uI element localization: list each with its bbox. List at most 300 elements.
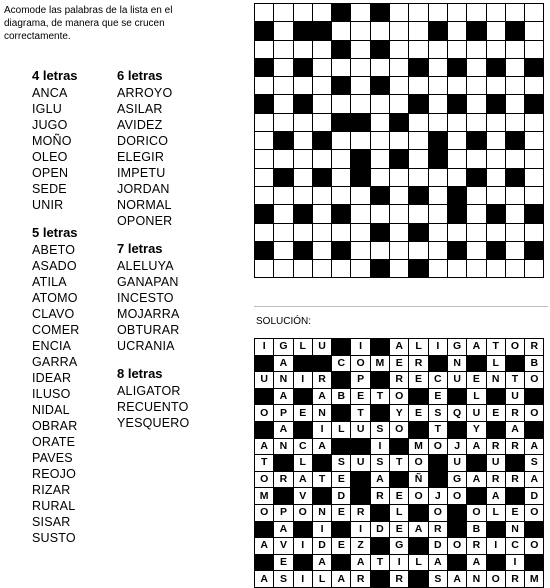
letter-cell: A <box>255 538 274 555</box>
empty-cell[interactable] <box>332 58 351 76</box>
empty-cell[interactable] <box>428 186 447 204</box>
letter-cell: U <box>505 388 524 405</box>
letter-cell: R <box>486 438 505 455</box>
black-cell <box>293 355 312 372</box>
word-item: OBRAR <box>32 419 78 433</box>
solution-grid <box>254 338 544 588</box>
empty-cell[interactable] <box>409 168 428 186</box>
empty-cell[interactable] <box>351 40 370 58</box>
empty-cell[interactable] <box>390 168 409 186</box>
letter-cell: O <box>293 504 312 521</box>
letter-cell: S <box>370 421 389 438</box>
empty-cell[interactable] <box>409 113 428 131</box>
black-cell <box>505 355 524 372</box>
empty-cell[interactable] <box>486 168 505 186</box>
empty-cell[interactable] <box>255 77 274 95</box>
empty-cell[interactable] <box>525 132 544 150</box>
empty-cell[interactable] <box>447 223 466 241</box>
letter-cell: L <box>312 571 331 588</box>
empty-cell[interactable] <box>505 150 524 168</box>
empty-cell[interactable] <box>312 260 331 278</box>
empty-cell[interactable] <box>332 260 351 278</box>
empty-cell[interactable] <box>409 40 428 58</box>
letter-cell: S <box>428 571 447 588</box>
empty-cell[interactable] <box>525 150 544 168</box>
letter-cell: D <box>332 488 351 505</box>
black-cell <box>428 455 447 472</box>
word-item: ASILAR <box>117 102 163 116</box>
empty-cell[interactable] <box>467 186 486 204</box>
letter-cell: O <box>447 488 466 505</box>
letter-cell: R <box>428 521 447 538</box>
empty-cell[interactable] <box>332 168 351 186</box>
empty-cell[interactable] <box>390 58 409 76</box>
empty-cell[interactable] <box>255 186 274 204</box>
black-cell <box>505 168 524 186</box>
empty-cell[interactable] <box>274 150 293 168</box>
empty-cell[interactable] <box>293 40 312 58</box>
black-cell <box>255 554 274 571</box>
empty-cell[interactable] <box>274 223 293 241</box>
black-cell <box>370 223 389 241</box>
empty-cell[interactable] <box>370 205 389 223</box>
letter-cell: R <box>467 538 486 555</box>
empty-cell[interactable] <box>351 77 370 95</box>
empty-cell[interactable] <box>505 95 524 113</box>
letter-cell: O <box>255 405 274 422</box>
empty-cell[interactable] <box>255 260 274 278</box>
empty-cell[interactable] <box>525 77 544 95</box>
empty-cell[interactable] <box>447 132 466 150</box>
letter-cell: P <box>351 372 370 389</box>
black-cell <box>370 40 389 58</box>
empty-cell[interactable] <box>351 22 370 40</box>
grid-row <box>255 113 544 131</box>
letter-cell: N <box>312 504 331 521</box>
empty-cell[interactable] <box>409 150 428 168</box>
empty-cell[interactable] <box>409 4 428 22</box>
empty-cell[interactable] <box>525 168 544 186</box>
empty-cell[interactable] <box>370 95 389 113</box>
letter-cell: E <box>467 372 486 389</box>
empty-cell[interactable] <box>255 223 274 241</box>
empty-cell[interactable] <box>332 223 351 241</box>
empty-cell[interactable] <box>505 77 524 95</box>
letter-cell: R <box>390 571 409 588</box>
empty-cell[interactable] <box>370 58 389 76</box>
black-cell <box>293 205 312 223</box>
empty-cell[interactable] <box>467 4 486 22</box>
empty-cell[interactable] <box>351 186 370 204</box>
letter-cell: A <box>312 554 331 571</box>
empty-cell[interactable] <box>390 241 409 259</box>
letter-cell: U <box>351 455 370 472</box>
empty-cell[interactable] <box>447 150 466 168</box>
black-cell <box>312 22 331 40</box>
empty-cell[interactable] <box>274 22 293 40</box>
empty-cell[interactable] <box>351 241 370 259</box>
empty-cell[interactable] <box>351 95 370 113</box>
empty-cell[interactable] <box>351 4 370 22</box>
empty-cell[interactable] <box>255 40 274 58</box>
empty-cell[interactable] <box>390 223 409 241</box>
letter-cell: R <box>351 504 370 521</box>
empty-cell[interactable] <box>390 260 409 278</box>
word-item: UCRANIA <box>117 339 175 353</box>
empty-cell[interactable] <box>312 205 331 223</box>
empty-cell[interactable] <box>293 4 312 22</box>
empty-cell[interactable] <box>332 95 351 113</box>
black-cell <box>525 241 544 259</box>
empty-cell[interactable] <box>332 150 351 168</box>
letter-cell: L <box>486 504 505 521</box>
black-cell <box>486 421 505 438</box>
letter-cell: N <box>467 571 486 588</box>
letter-cell: D <box>428 538 447 555</box>
empty-cell[interactable] <box>525 22 544 40</box>
black-cell <box>255 521 274 538</box>
empty-cell[interactable] <box>370 22 389 40</box>
letter-cell: T <box>370 388 389 405</box>
letter-cell: G <box>447 339 466 356</box>
black-cell <box>505 22 524 40</box>
empty-cell[interactable] <box>428 223 447 241</box>
letter-cell: R <box>274 471 293 488</box>
word-item: ASADO <box>32 259 77 273</box>
grid-row <box>255 58 544 76</box>
empty-cell[interactable] <box>467 241 486 259</box>
empty-cell[interactable] <box>274 241 293 259</box>
empty-cell[interactable] <box>486 186 505 204</box>
empty-cell[interactable] <box>293 260 312 278</box>
empty-cell[interactable] <box>505 205 524 223</box>
letter-cell: I <box>370 438 389 455</box>
grid-row <box>255 205 544 223</box>
black-cell <box>467 488 486 505</box>
letter-cell: A <box>467 554 486 571</box>
letter-cell: Q <box>447 405 466 422</box>
letter-cell: O <box>505 339 524 356</box>
empty-cell[interactable] <box>312 95 331 113</box>
letter-cell: O <box>390 388 409 405</box>
empty-cell[interactable] <box>293 186 312 204</box>
letter-cell: U <box>255 372 274 389</box>
empty-cell[interactable] <box>351 205 370 223</box>
empty-cell[interactable] <box>351 58 370 76</box>
empty-cell[interactable] <box>409 132 428 150</box>
empty-cell[interactable] <box>390 77 409 95</box>
empty-cell[interactable] <box>467 58 486 76</box>
empty-cell[interactable] <box>274 113 293 131</box>
letter-cell: T <box>255 455 274 472</box>
word-item: JUGO <box>32 118 68 132</box>
empty-cell[interactable] <box>486 260 505 278</box>
letter-cell: C <box>293 438 312 455</box>
empty-cell[interactable] <box>486 77 505 95</box>
empty-cell[interactable] <box>293 77 312 95</box>
empty-cell[interactable] <box>332 186 351 204</box>
black-cell <box>255 205 274 223</box>
word-item: IGLU <box>32 102 62 116</box>
empty-cell[interactable] <box>428 168 447 186</box>
empty-cell[interactable] <box>274 58 293 76</box>
empty-cell[interactable] <box>370 168 389 186</box>
empty-cell[interactable] <box>447 260 466 278</box>
empty-cell[interactable] <box>370 132 389 150</box>
empty-cell[interactable] <box>312 150 331 168</box>
empty-cell[interactable] <box>447 113 466 131</box>
empty-cell[interactable] <box>370 150 389 168</box>
empty-cell[interactable] <box>390 95 409 113</box>
empty-cell[interactable] <box>293 113 312 131</box>
empty-cell[interactable] <box>447 22 466 40</box>
grid-row <box>255 488 544 505</box>
empty-cell[interactable] <box>390 40 409 58</box>
black-cell <box>525 58 544 76</box>
empty-cell[interactable] <box>505 40 524 58</box>
empty-cell[interactable] <box>255 113 274 131</box>
letter-cell: Y <box>390 405 409 422</box>
letter-cell: R <box>351 571 370 588</box>
letter-cell: I <box>255 339 274 356</box>
letter-cell: E <box>486 405 505 422</box>
empty-cell[interactable] <box>370 241 389 259</box>
word-list-column-right <box>117 67 207 442</box>
empty-cell[interactable] <box>505 241 524 259</box>
word-item: ORATE <box>32 435 76 449</box>
puzzle-grid <box>254 3 544 278</box>
black-cell <box>312 355 331 372</box>
empty-cell[interactable] <box>274 4 293 22</box>
empty-cell[interactable] <box>255 132 274 150</box>
letter-cell: A <box>293 471 312 488</box>
letter-cell: N <box>505 521 524 538</box>
black-cell <box>293 388 312 405</box>
empty-cell[interactable] <box>390 4 409 22</box>
empty-cell[interactable] <box>390 205 409 223</box>
empty-cell[interactable] <box>274 77 293 95</box>
word-item: RURAL <box>32 499 76 513</box>
empty-cell[interactable] <box>293 132 312 150</box>
empty-cell[interactable] <box>447 168 466 186</box>
letter-cell: U <box>312 339 331 356</box>
letter-cell: Y <box>467 421 486 438</box>
empty-cell[interactable] <box>525 223 544 241</box>
group-heading: 4 letras <box>32 68 78 83</box>
word-item: OLEO <box>32 150 68 164</box>
black-cell <box>255 22 274 40</box>
black-cell <box>525 554 544 571</box>
letter-cell: N <box>447 355 466 372</box>
word-item: ILUSO <box>32 387 71 401</box>
black-cell <box>293 241 312 259</box>
solution-label: SOLUCIÓN: <box>256 316 312 327</box>
empty-cell[interactable] <box>428 241 447 259</box>
letter-cell: V <box>274 538 293 555</box>
empty-cell[interactable] <box>467 40 486 58</box>
empty-cell[interactable] <box>312 58 331 76</box>
empty-cell[interactable] <box>293 150 312 168</box>
empty-cell[interactable] <box>390 186 409 204</box>
letter-cell: C <box>428 372 447 389</box>
empty-cell[interactable] <box>505 260 524 278</box>
empty-cell[interactable] <box>428 77 447 95</box>
empty-cell[interactable] <box>351 223 370 241</box>
empty-cell[interactable] <box>486 132 505 150</box>
letter-cell: S <box>332 455 351 472</box>
letter-cell: T <box>390 455 409 472</box>
empty-cell[interactable] <box>312 223 331 241</box>
empty-cell[interactable] <box>428 58 447 76</box>
black-cell <box>447 388 466 405</box>
black-cell <box>370 339 389 356</box>
empty-cell[interactable] <box>428 113 447 131</box>
empty-cell[interactable] <box>525 113 544 131</box>
empty-cell[interactable] <box>447 77 466 95</box>
empty-cell[interactable] <box>351 132 370 150</box>
empty-cell[interactable] <box>409 205 428 223</box>
empty-cell[interactable] <box>409 77 428 95</box>
empty-cell[interactable] <box>332 132 351 150</box>
empty-cell[interactable] <box>486 150 505 168</box>
word-item: REOJO <box>32 467 77 481</box>
letter-cell: O <box>525 538 544 555</box>
empty-cell[interactable] <box>486 22 505 40</box>
grid-row <box>255 260 544 278</box>
empty-cell[interactable] <box>525 260 544 278</box>
black-cell <box>293 521 312 538</box>
empty-cell[interactable] <box>467 150 486 168</box>
letter-cell: M <box>525 571 544 588</box>
letter-cell: E <box>390 521 409 538</box>
word-item: ABETO <box>32 243 76 257</box>
black-cell <box>293 58 312 76</box>
empty-cell[interactable] <box>467 223 486 241</box>
empty-cell[interactable] <box>312 4 331 22</box>
black-cell <box>390 438 409 455</box>
empty-cell[interactable] <box>409 22 428 40</box>
empty-cell[interactable] <box>312 186 331 204</box>
group-heading: 8 letras <box>117 366 163 381</box>
letter-cell: A <box>486 488 505 505</box>
empty-cell[interactable] <box>428 4 447 22</box>
empty-cell[interactable] <box>467 95 486 113</box>
empty-cell[interactable] <box>467 260 486 278</box>
empty-cell[interactable] <box>428 40 447 58</box>
black-cell <box>467 168 486 186</box>
black-cell <box>428 22 447 40</box>
letter-cell: I <box>428 339 447 356</box>
empty-cell[interactable] <box>255 150 274 168</box>
black-cell <box>409 571 428 588</box>
black-cell <box>409 421 428 438</box>
empty-cell[interactable] <box>486 4 505 22</box>
letter-cell: A <box>312 388 331 405</box>
empty-cell[interactable] <box>312 113 331 131</box>
empty-cell[interactable] <box>293 168 312 186</box>
empty-cell[interactable] <box>505 223 524 241</box>
letter-cell: T <box>351 405 370 422</box>
empty-cell[interactable] <box>467 113 486 131</box>
empty-cell[interactable] <box>255 4 274 22</box>
empty-cell[interactable] <box>274 40 293 58</box>
grid-row <box>255 405 544 422</box>
empty-cell[interactable] <box>467 205 486 223</box>
black-cell <box>409 58 428 76</box>
letter-cell: E <box>390 488 409 505</box>
letter-cell: E <box>332 504 351 521</box>
empty-cell[interactable] <box>332 22 351 40</box>
letter-cell: O <box>525 405 544 422</box>
black-cell <box>409 186 428 204</box>
word-item: ENCIA <box>32 339 72 353</box>
empty-cell[interactable] <box>293 223 312 241</box>
empty-cell[interactable] <box>274 95 293 113</box>
empty-cell[interactable] <box>505 4 524 22</box>
black-cell <box>332 113 351 131</box>
empty-cell[interactable] <box>312 241 331 259</box>
letter-cell: N <box>274 438 293 455</box>
grid-row <box>255 438 544 455</box>
empty-cell[interactable] <box>312 77 331 95</box>
black-cell <box>332 40 351 58</box>
black-cell <box>370 504 389 521</box>
grid-row <box>255 455 544 472</box>
word-item: OPEN <box>32 166 69 180</box>
letter-cell: G <box>390 538 409 555</box>
empty-cell[interactable] <box>486 40 505 58</box>
letter-cell: O <box>525 372 544 389</box>
empty-cell[interactable] <box>486 113 505 131</box>
empty-cell[interactable] <box>370 113 389 131</box>
letter-cell: R <box>390 372 409 389</box>
empty-cell[interactable] <box>274 260 293 278</box>
black-cell <box>332 4 351 22</box>
empty-cell[interactable] <box>351 260 370 278</box>
empty-cell[interactable] <box>467 77 486 95</box>
empty-cell[interactable] <box>428 95 447 113</box>
empty-cell[interactable] <box>525 186 544 204</box>
empty-cell[interactable] <box>486 223 505 241</box>
letter-cell: A <box>274 355 293 372</box>
empty-cell[interactable] <box>505 58 524 76</box>
empty-cell[interactable] <box>525 4 544 22</box>
empty-cell[interactable] <box>525 40 544 58</box>
empty-cell[interactable] <box>428 205 447 223</box>
empty-cell[interactable] <box>255 168 274 186</box>
letter-cell: U <box>447 455 466 472</box>
empty-cell[interactable] <box>312 40 331 58</box>
empty-cell[interactable] <box>505 113 524 131</box>
empty-cell[interactable] <box>409 241 428 259</box>
empty-cell[interactable] <box>274 205 293 223</box>
empty-cell[interactable] <box>505 186 524 204</box>
black-cell <box>486 554 505 571</box>
empty-cell[interactable] <box>447 40 466 58</box>
black-cell <box>255 388 274 405</box>
letter-cell: R <box>312 372 331 389</box>
empty-cell[interactable] <box>428 260 447 278</box>
word-group-8 <box>117 365 207 431</box>
letter-cell: A <box>525 471 544 488</box>
empty-cell[interactable] <box>390 132 409 150</box>
empty-cell[interactable] <box>390 22 409 40</box>
empty-cell[interactable] <box>447 4 466 22</box>
empty-cell[interactable] <box>274 186 293 204</box>
letter-cell: A <box>467 471 486 488</box>
word-group-7 <box>117 240 207 354</box>
letter-cell: I <box>312 421 331 438</box>
